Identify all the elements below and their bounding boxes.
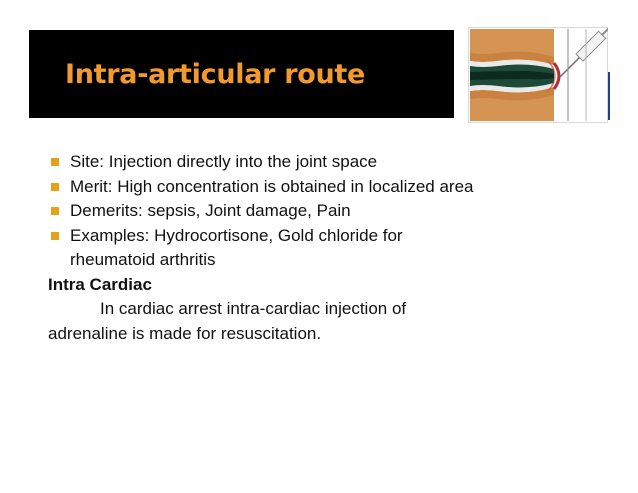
bullet-text: Merit: High concentration is obtained in localized area [70,176,474,196]
bullet-text: Examples: Hydrocortisone, Gold chloride for rheumatoid arthritis [70,225,403,269]
slide-title: Intra-articular route [65,58,366,90]
slide-body [48,150,608,346]
square-bullet-icon [51,207,59,215]
list-item [48,224,490,273]
paragraph: In cardiac arrest intra-cardiac injection of adrenaline is made for resuscitation. [48,299,407,343]
list-item [48,175,608,200]
bullet-text: Demerits: sepsis, Joint damage, Pain [70,201,351,220]
square-bullet-icon [51,158,59,166]
square-bullet-icon [51,183,59,191]
square-bullet-icon [51,232,59,240]
joint-injection-diagram-icon [468,27,608,123]
title-band [29,30,454,118]
edge-divider [608,72,610,120]
list-item [48,150,608,175]
bullet-text: Site: Injection directly into the joint space [70,152,378,171]
bullet-list [48,150,608,273]
section-heading: Intra Cardiac [48,274,152,294]
list-item [48,199,608,224]
